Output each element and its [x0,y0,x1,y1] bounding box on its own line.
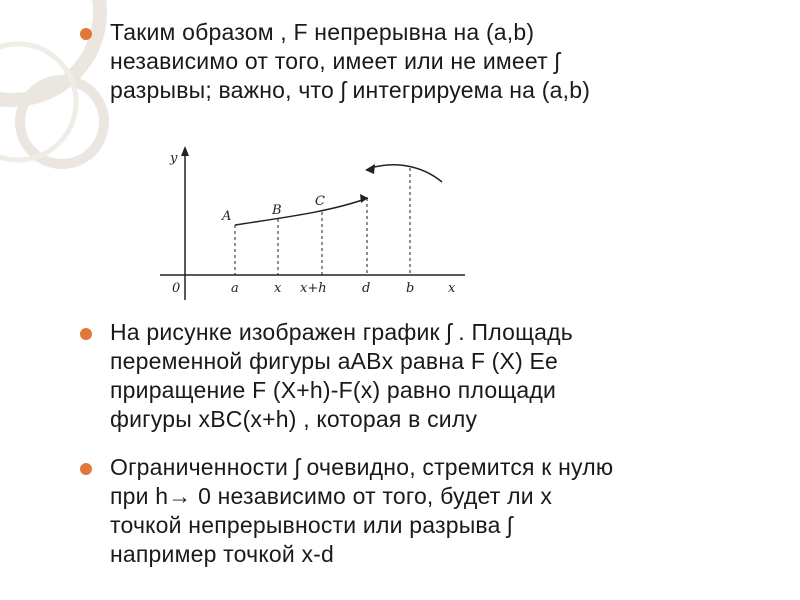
bullet-text: Ограниченности ʃ очевидно, стремится к нулю при h→ 0 независимо от того, будет ли x точкой непрерывности или разрыва ʃ например точкой x-d [110,454,614,567]
tick-label-d: d [362,281,371,296]
bullet-dot [80,463,92,475]
bullet-item-2 [80,318,780,434]
y-axis-arrow [181,146,189,156]
tick-label-x: x [274,281,282,296]
graph-curve [235,198,368,225]
graph-curve-right [370,165,442,182]
tick-label-b: b [406,281,415,296]
point-label-A: A [222,209,232,224]
bullet-dot [80,328,92,340]
bullet-item-1 [80,18,780,105]
tick-label-a: a [231,281,239,296]
bullet-item-3 [80,453,780,569]
bullet-text: Таким образом , F непрерывна на (a,b) независимо от того, имеет или не имеет ʃ разрывы; важно, что ʃ интегрируема на (a,b) [110,19,591,103]
y-axis-label: y [170,151,178,166]
point-label-B: B [272,203,282,218]
function-graph-figure [160,140,480,310]
tick-label-xh: x+h [300,281,327,296]
bullet-dot [80,28,92,40]
x-axis-label: x [448,281,456,296]
origin-label: 0 [172,281,181,296]
curve-arrow-left [365,164,375,174]
point-label-C: C [315,194,325,209]
bullet-text: На рисунке изображен график ʃ . Площадь переменной фигуры aABx равна F (X) Ее приращение F (X+h)-F(x) равно площади фигуры xBC(x+h) , которая в силу [110,319,573,432]
